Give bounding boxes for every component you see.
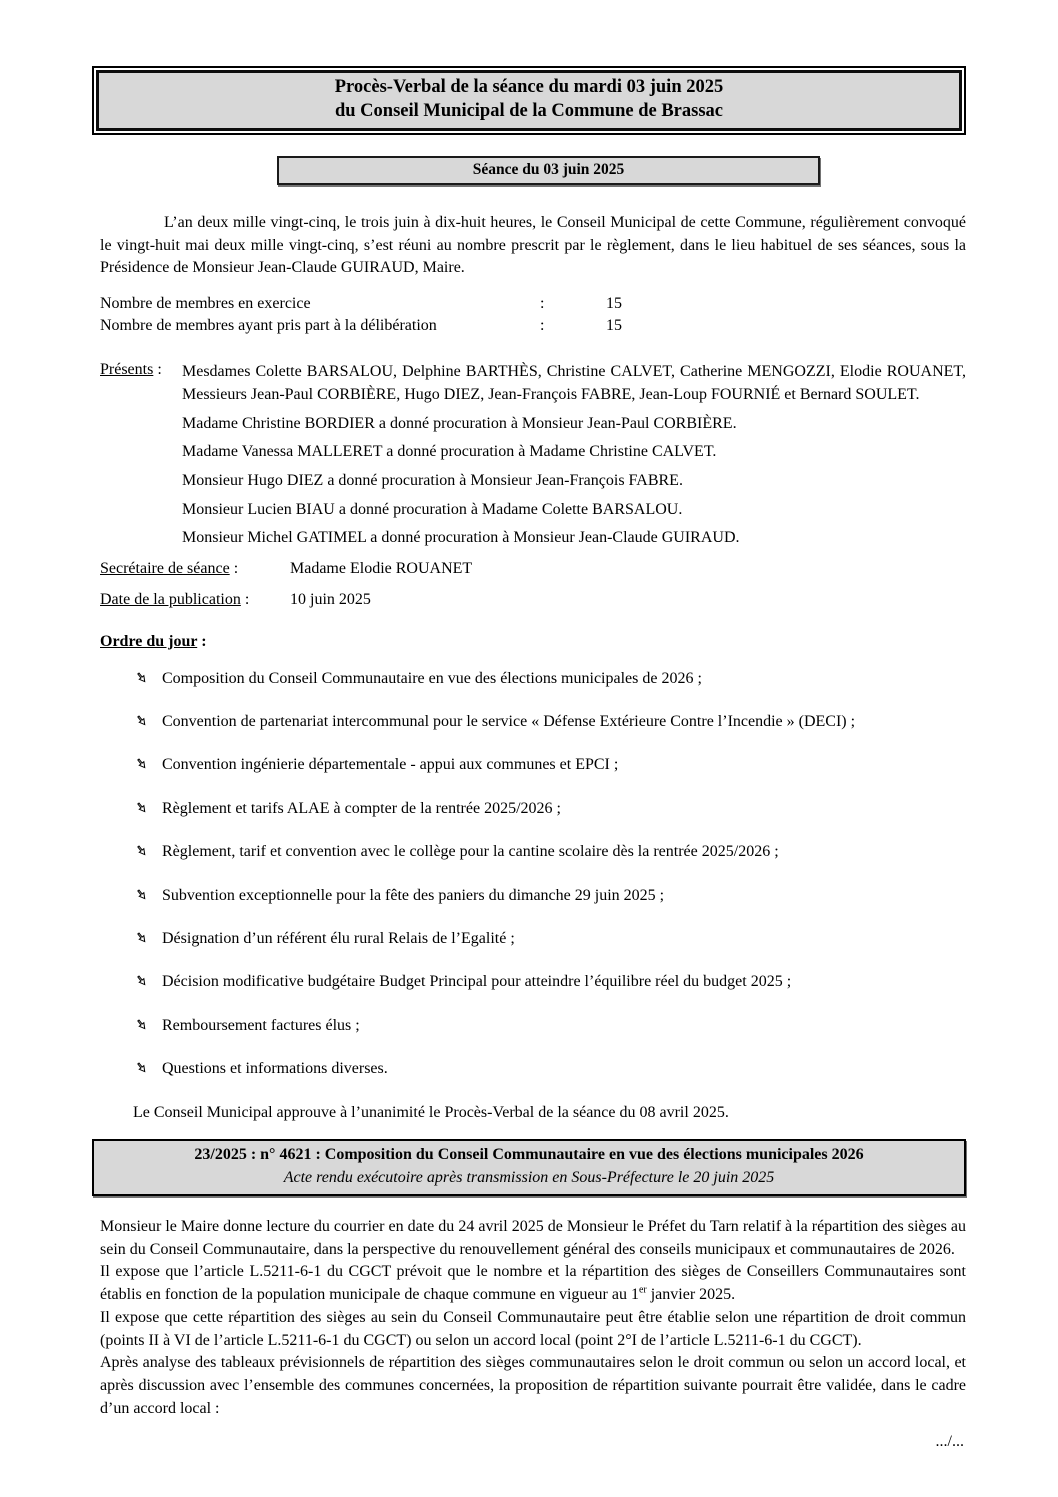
bent-arrow-bullet-icon (135, 798, 149, 822)
doc-title-line1: Procès-Verbal de la séance du mardi 03 juin 2025 (334, 77, 724, 97)
agenda-item (135, 711, 966, 735)
agenda-item (135, 971, 966, 995)
proxy-line: Monsieur Hugo DIEZ a donné procuration à Monsieur Jean-François FABRE. (182, 472, 683, 489)
bent-arrow-bullet-icon (135, 1058, 149, 1082)
proxy-line: Madame Vanessa MALLERET a donné procuration à Madame Christine CALVET. (182, 443, 717, 461)
deliberation-paragraph-2: Il expose que l’article L.5211-6-1 du CGCT prévoit que le nombre et la répartition des sièges de Conseillers Communautaires sont établis en fonction de la population municipale de chaque commune en vigueur au 1er janvier 2025. (100, 1263, 966, 1304)
member-count-row (100, 293, 966, 315)
member-count-separator: : (540, 294, 545, 312)
agenda-item (135, 885, 966, 909)
agenda-list (92, 668, 966, 1083)
session-banner: Séance du 03 juin 2025 (277, 156, 820, 185)
member-counts (100, 293, 966, 337)
agenda-item-text: Règlement, tarif et convention avec le collège pour la cantine scolaire dès la rentrée 2025/2026 ; (162, 843, 779, 861)
bent-arrow-bullet-icon (135, 1015, 149, 1039)
bent-arrow-bullet-icon (135, 754, 149, 778)
agenda-item (135, 841, 966, 865)
bent-arrow-bullet-icon (135, 971, 149, 995)
publication-date-label: Date de la publication : (100, 590, 250, 608)
member-count-label: Nombre de membres ayant pris part à la délibération (100, 317, 437, 335)
proxy-line: Monsieur Lucien BIAU a donné procuration à Madame Colette BARSALOU. (182, 500, 683, 518)
presents-label: Présents : (100, 361, 162, 379)
title-box (92, 66, 966, 135)
agenda-item-text: Convention de partenariat intercommunal pour le service « Défense Extérieure Contre l’Incendie » (DECI) ; (162, 712, 856, 730)
bent-arrow-bullet-icon (135, 668, 149, 692)
agenda-item-text: Convention ingénierie départementale - appui aux communes et EPCI ; (162, 756, 619, 774)
bent-arrow-bullet-icon (135, 841, 149, 865)
agenda-item-text: Désignation d’un référent élu rural Relais de l’Egalité ; (162, 929, 515, 947)
agenda-item (135, 798, 966, 822)
member-count-value: 15 (606, 294, 622, 312)
publication-date-row (100, 589, 966, 612)
agenda-item-text: Règlement et tarifs ALAE à compter de la rentrée 2025/2026 ; (162, 799, 561, 817)
bent-arrow-bullet-icon (135, 885, 149, 909)
agenda-item (135, 754, 966, 778)
doc-title-line2: du Conseil Municipal de la Commune de Brassac (334, 101, 724, 122)
proxy-line: Monsieur Michel GATIMEL a donné procuration à Monsieur Jean-Claude GUIRAUD. (182, 529, 740, 547)
presents-block (100, 361, 966, 406)
secretary-row (100, 558, 966, 581)
agenda-item (135, 1015, 966, 1039)
bent-arrow-bullet-icon (135, 928, 149, 952)
secretary-label: Secrétaire de séance : (100, 560, 239, 578)
publication-date-value: 10 juin 2025 (290, 590, 371, 608)
continuation-marker: .../... (935, 1433, 964, 1451)
agenda-item (135, 1058, 966, 1082)
deliberation-paragraph-1: Monsieur le Maire donne lecture du courrier en date du 24 avril 2025 de Monsieur le Préfet du Tarn relatif à la répartition des sièges au sein du Conseil Communautaire, dans la perspective du renouvellement général des conseils municipaux et communautaires de 2026. (100, 1218, 966, 1258)
agenda-item-text: Subvention exceptionnelle pour la fête des paniers du dimanche 29 juin 2025 ; (162, 886, 665, 904)
bent-arrow-bullet-icon (135, 711, 149, 735)
superscript-er: er (638, 1284, 647, 1296)
title-box-inner (96, 70, 962, 131)
approval-note: Le Conseil Municipal approuve à l’unanimité le Procès-Verbal de la séance du 08 avril 2025. (133, 1103, 729, 1121)
agenda-item (135, 928, 966, 952)
member-count-value: 15 (606, 317, 622, 335)
member-count-row (100, 315, 966, 337)
presents-names: Mesdames Colette BARSALOU, Delphine BARTHÈS, Christine CALVET, Catherine MENGOZZI, Elodie ROUANET, Messieurs Jean-Paul CORBIÈRE, Hugo DIEZ, Jean-François FABRE, Jean-Loup FOURNIÉ et Bernard SOULET. (182, 363, 966, 403)
colon: : (157, 361, 162, 379)
agenda-heading: Ordre du jour : (100, 632, 207, 650)
colon: : (244, 590, 250, 608)
deliberation-body (100, 1216, 966, 1420)
agenda-item (135, 668, 966, 692)
colon: : (233, 560, 239, 578)
deliberation-paragraph-3: Il expose que cette répartition des sièges au sein du Conseil Communautaire peut être établie selon une répartition de droit commun (points II à VI de l’article L.5211-6-1 du CGCT) ou selon un accord local (point 2°I de l’article L.5211-6-1 du CGCT). (100, 1308, 966, 1349)
member-count-separator: : (540, 317, 545, 335)
member-count-label: Nombre de membres en exercice (100, 294, 311, 312)
agenda-item-text: Questions et informations diverses. (162, 1060, 388, 1078)
secretary-value: Madame Elodie ROUANET (290, 560, 473, 578)
deliberation-paragraph-4: Après analyse des tableaux prévisionnels de répartition des sièges communautaires selon le droit commun ou selon un accord local, et après discussion avec l’ensemble des communes concernées, la proposition de répartition suivante pourrait être validée, dans le cadre d’un accord local : (100, 1354, 966, 1417)
proxy-line: Madame Christine BORDIER a donné procuration à Monsieur Jean-Paul CORBIÈRE. (182, 414, 737, 432)
agenda-item-text: Composition du Conseil Communautaire en vue des élections municipales de 2026 ; (162, 669, 702, 687)
colon: : (201, 632, 207, 650)
agenda-item-text: Remboursement factures élus ; (162, 1016, 360, 1034)
intro-paragraph: L’an deux mille vingt-cinq, le trois juin à dix-huit heures, le Conseil Municipal de cette Commune, régulièrement convoqué le vingt-huit mai deux mille vingt-cinq, s’est réuni au nombre prescrit par le règlement, dans le lieu habituel de ses séances, sous la Présidence de Monsieur Jean-Claude GUIRAUD, Maire. (100, 213, 966, 277)
deliberation-title: 23/2025 : n° 4621 : Composition du Conseil Communautaire en vue des élections municipales 2026 (194, 1146, 864, 1164)
deliberation-header-box (92, 1139, 966, 1196)
agenda-item-text: Décision modificative budgétaire Budget Principal pour atteindre l’équilibre réel du budget 2025 ; (162, 973, 792, 991)
deliberation-subtitle: Acte rendu exécutoire après transmission en Sous-Préfecture le 20 juin 2025 (283, 1168, 775, 1186)
